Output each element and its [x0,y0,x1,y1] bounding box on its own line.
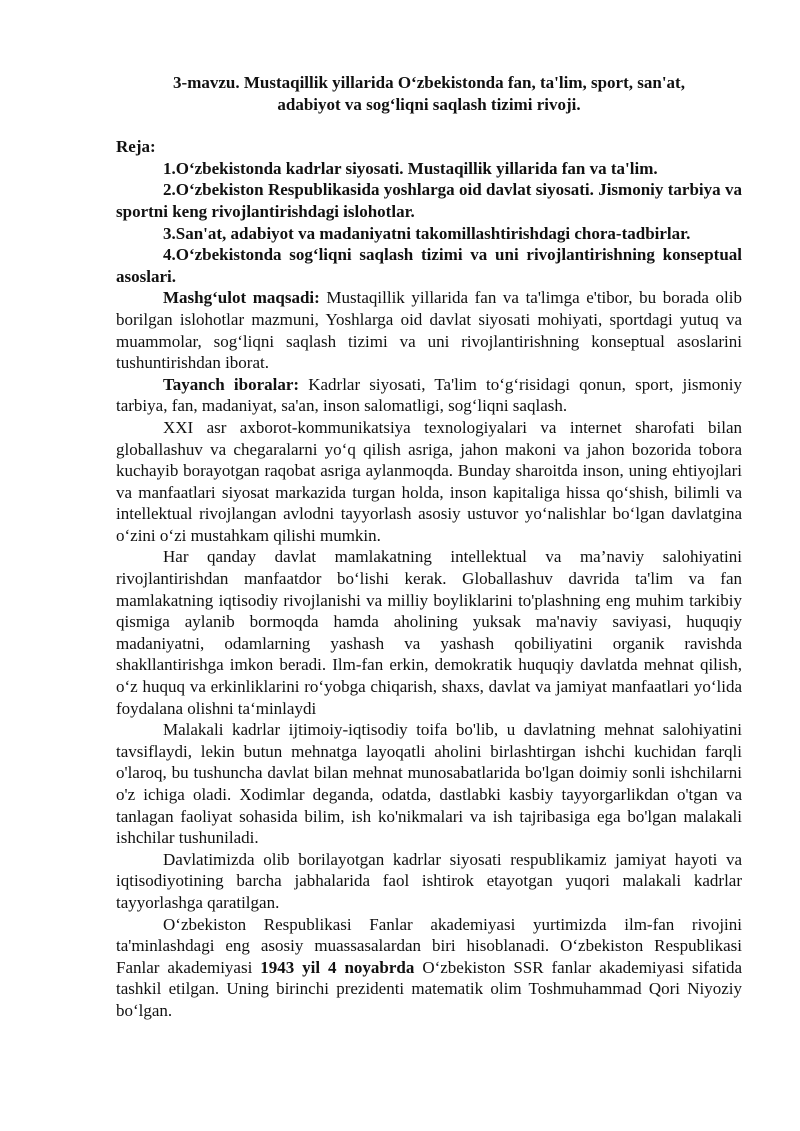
body-paragraph-4: Davlatimizda olib borilayotgan kadrlar siyosati respublikamiz jamiyat hayoti va iqtisodiyotining barcha jabhalarida faol ishtirok etayotgan yuqori malakali kadrlar tayyorlashga qaratilgan. [116,849,742,912]
body-paragraph-5 [116,914,742,1022]
goal-label: Mashg‘ulot maqsadi: [163,288,320,308]
body-paragraph-2: Har qanday davlat mamlakatning intellektual va ma’naviy salohiyatini rivojlantirishdan manfaatdor bo‘lishi kerak. Globallashuv davrida ta'lim va fan mamlakatning iqtisodiy rivojlanishi va milliy boyliklarini to'plashning eng muhim tarkibiy qismiga aylanib bormoqda hamda aholining yuksak ma'naviy saviyasi, huquqiy madaniyatni, odamlarning yashash va yashash qobiliyatini organik ravishda shakllantirishga imkon beradi. Ilm-fan erkin, demokratik huquqiy davlatda mehnat qilish, o‘z huquq va erkinliklarini ro‘yobga chiqarish, shaxs, davlat va jamiyat manfaatlari yo‘lida foydalana olishni ta‘minlaydi [116,547,742,718]
document-page [116,72,742,1022]
plan-item-4: 4.O‘zbekistonda sog‘liqni saqlash tizimi va uni rivojlantirishning konseptual asoslari. [116,245,742,286]
keywords-text: Kadrlar siyosati, Ta'lim to‘g‘risidagi qonun, sport, jismoniy tarbiya, fan, madaniyat, sa'an, inson salomatligi, sog‘liqni saqlash. [116,374,742,416]
founding-date: 1943 yil 4 noyabrda [260,957,415,977]
title-line-1: 3-mavzu. Mustaqillik yillarida O‘zbekistonda fan, ta'lim, sport, san'at, [173,73,685,92]
keywords-paragraph [116,374,742,417]
title-line-2: adabiyot va sog‘liqni saqlash tizimi rivoji. [277,94,581,114]
plan-item-2: 2.O‘zbekiston Respublikasida yoshlarga oid davlat siyosati. Jismoniy tarbiya va sportni keng rivojlantirishdagi islohotlar. [116,180,742,221]
page-title [116,72,742,115]
plan-label: Reja: [116,137,156,157]
goal-text: Mustaqillik yillarida fan va ta'limga e'tibor, bu borada olib borilgan islohotlar mazmuni, Yoshlarga oid davlat siyosati mohiyati, sportdagi yutuq va muammolar, sog‘liqni saqlash tizimi va uni rivojlantirishning konseptual asoslarini tushuntirishdan iborat. [116,288,743,373]
body-paragraph-3: Malakali kadrlar ijtimoiy-iqtisodiy toifa bo'lib, u davlatning mehnat salohiyatini tavsiflaydi, lekin butun mehnatga layoqatli aholini birlashtirgan ishchi kuchidan farqli o'laroq, bu tushuncha davlat bilan mehnat munosabatlarida bo'lgan doimiy sonli ishchilarni o'z ichiga oladi. Xodimlar deganda, odatda, dastlabki kasbiy tayyorgarlikdan o'tgan va tanlagan faoliyat sohasida bilim, ish ko'nikmalari va ish tajribasiga ega bo'lgan malakali ishchilar tushuniladi. [116,720,742,848]
goal-paragraph [116,287,742,373]
academy-text-1: O‘zbekiston Respublikasi Fanlar akademiyasi yurtimizda ilm-fan rivojini ta'minlashdagi eng asosiy muassasalardan biri hisoblanadi. O‘zbekiston Respublikasi Fanlar akademiyasi [116,914,742,977]
keywords-label: Tayanch iboralar: [163,374,300,394]
plan-item-1: 1.O‘zbekistonda kadrlar siyosati. Mustaqillik yillarida fan va ta'lim. [163,158,658,178]
academy-text-2: O‘zbekiston SSR fanlar akademiyasi sifatida tashkil etilgan. Uning birinchi prezidenti matematik olim Toshmuhammad Qori Niyoziy bo‘lgan. [116,957,742,1020]
body-paragraph-1: XXI asr axborot-kommunikatsiya texnologiyalari va internet sharofati bilan globallashuv va chegaralarni yo‘q qilish asriga, jahon makoni va jahon bozorida tobora kuchayib borayotgan raqobat asriga aylanmoqda. Bunday sharoitda inson, uning ehtiyojlari va manfaatlari siyosat markazida turgan holda, inson kapitaliga hissa qo‘shish, bilimli va intellektual rivojlangan avlodni tayyorlash asosiy ustuvor yo‘nalishlar bo‘lgan davlatgina o‘zini o‘zi mustahkam qilishi mumkin. [116,417,742,545]
plan-item-3: 3.San'at, adabiyot va madaniyatni takomillashtirishdagi chora-tadbirlar. [163,223,691,243]
